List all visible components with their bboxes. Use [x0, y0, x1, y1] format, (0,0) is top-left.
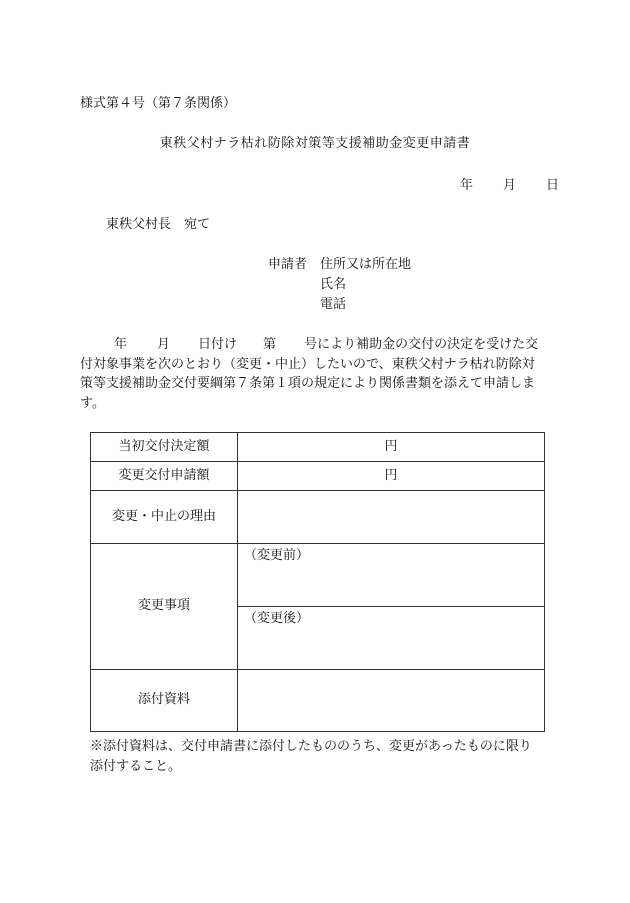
row-label-initial-amount: 当初交付決定額 [91, 433, 238, 462]
applicant-phone-label: 電話 [320, 297, 347, 312]
applicant-block [268, 257, 411, 317]
date-month: 月 [503, 178, 517, 193]
changes-before-field[interactable] [238, 544, 544, 607]
form-number: 様式第４号（第７条関係） [80, 96, 237, 111]
body-line-1 [80, 335, 550, 355]
body-dated: 日付け [198, 337, 238, 352]
body-year: 年 [114, 337, 128, 352]
reason-field[interactable] [238, 491, 545, 544]
footnote-line-2: 添付すること。 [90, 758, 182, 774]
changes-cell [238, 544, 545, 670]
table-row [91, 462, 545, 491]
body-line-4: す。 [80, 395, 105, 411]
footnote-line-1: ※添付資料は、交付申請書に添付したもののうち、変更があったものに限り [90, 739, 532, 754]
body-line-1-rest: 号により補助金の交付の決定を受けた交 [304, 337, 539, 352]
applicant-label: 申請者 [268, 257, 308, 272]
footnote [90, 737, 532, 776]
table-row [91, 544, 545, 670]
body-dai: 第 [263, 337, 277, 352]
body-text [80, 335, 550, 413]
changes-after-field[interactable] [238, 607, 544, 669]
requested-amount-field[interactable]: 円 [238, 462, 545, 491]
initial-amount-field[interactable]: 円 [238, 433, 545, 462]
row-label-changes: 変更事項 [91, 544, 238, 670]
body-line-2: 付対象事業を次のとおり（変更・中止）したいので、東秩父村ナラ枯れ防除対 [80, 356, 535, 372]
application-table [90, 432, 545, 732]
date-year: 年 [460, 178, 474, 193]
table-row [91, 433, 545, 462]
changes-after-label: （変更後） [244, 611, 310, 626]
changes-before-label: （変更前） [244, 548, 310, 563]
body-line-3: 策等支援補助金交付要綱第７条第１項の規定により関係書類を添えて申請しま [80, 376, 536, 391]
table-row [91, 670, 545, 732]
date-day: 日 [546, 178, 560, 193]
applicant-name-label: 氏名 [320, 277, 347, 292]
addressee: 東秩父村長 宛て [106, 217, 211, 232]
document-title: 東秩父村ナラ枯れ防除対策等支援補助金変更申請書 [159, 136, 471, 151]
table-row [91, 491, 545, 544]
row-label-reason: 変更・中止の理由 [91, 491, 238, 544]
date-line [460, 178, 559, 195]
applicant-address-label: 住所又は所在地 [320, 257, 412, 272]
attachments-field[interactable] [238, 670, 545, 732]
row-label-attachments: 添付資料 [91, 670, 238, 732]
row-label-requested-amount: 変更交付申請額 [91, 462, 238, 491]
body-month: 月 [157, 337, 171, 352]
